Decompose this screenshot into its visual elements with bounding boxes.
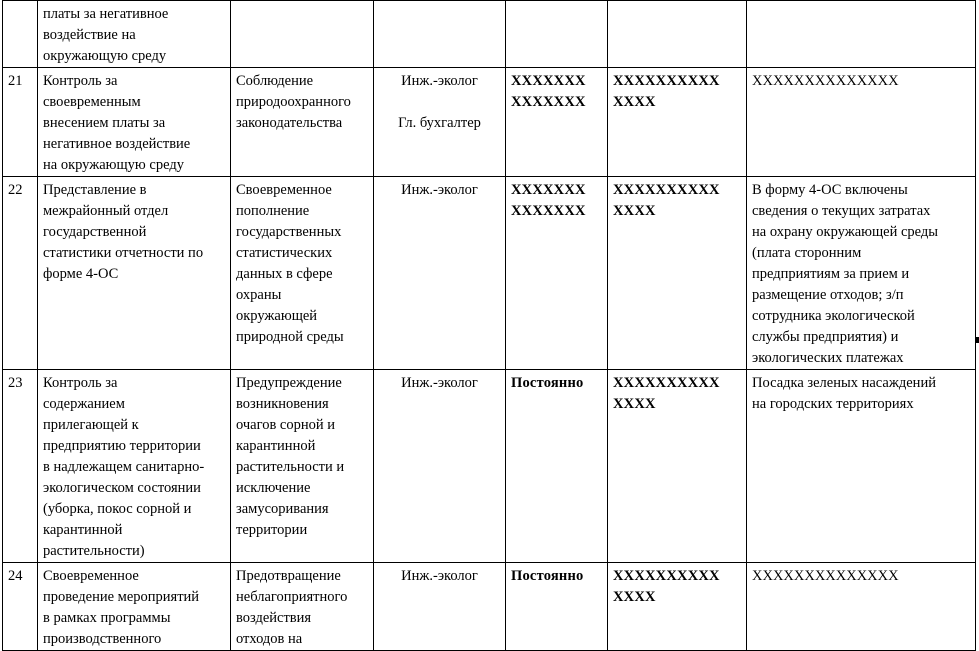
goal-line: охраны	[236, 287, 282, 303]
responsible-cell	[374, 370, 506, 563]
action-line: Представление в	[43, 182, 147, 198]
goal-line: окружающей	[236, 308, 318, 324]
responsible-line: Инж.-эколог	[401, 375, 478, 391]
goal-cell	[231, 177, 374, 370]
result-line: службы предприятия) и	[752, 329, 899, 345]
result-cell	[747, 1, 976, 68]
goal-line: растительности и	[236, 459, 345, 475]
result-line: (плата сторонним	[752, 245, 862, 261]
goal-line: карантинной	[236, 438, 316, 454]
row-number-cell	[3, 563, 38, 651]
cost-cell	[608, 370, 747, 563]
row-number-cell	[3, 177, 38, 370]
action-line: статистики отчетности по	[43, 245, 204, 261]
row-number	[8, 4, 32, 25]
result-line: экологических платежах	[752, 350, 904, 366]
row-number: 22	[8, 182, 23, 198]
responsible-cell	[374, 1, 506, 68]
row-number-cell	[3, 68, 38, 177]
goal-line: пополнение	[236, 203, 310, 219]
action-line: негативное воздействие	[43, 136, 191, 152]
action-cell	[38, 370, 231, 563]
action-line: государственной	[43, 224, 147, 240]
cost-line: XXXXXXXXXX	[613, 568, 720, 584]
result-cell	[747, 177, 976, 370]
action-line: содержанием	[43, 396, 125, 412]
action-line: Контроль за	[43, 73, 118, 89]
table-row	[3, 563, 976, 651]
goal-cell	[231, 68, 374, 177]
cost-line: XXXX	[613, 589, 656, 605]
goal-line: законодательства	[236, 115, 343, 131]
action-line: экологическом состоянии	[43, 480, 201, 496]
responsible-line: Инж.-эколог	[401, 73, 478, 89]
action-cell	[38, 563, 231, 651]
action-line: (уборка, покос сорной и	[43, 501, 192, 517]
goal-line: статистических	[236, 245, 333, 261]
result-line: предприятиям за прием и	[752, 266, 910, 282]
cost-cell	[608, 563, 747, 651]
action-line: производственного	[43, 631, 162, 647]
deadline-line: XXXXXXX	[511, 94, 586, 110]
result-line: размещение отходов; з/п	[752, 287, 904, 303]
deadline-line: XXXXXXX	[511, 203, 586, 219]
cost-cell	[608, 177, 747, 370]
goal-line: отходов на	[236, 631, 303, 647]
table-row	[3, 177, 976, 370]
action-line: форме 4-ОС	[43, 266, 119, 282]
action-line: в надлежащем санитарно-	[43, 459, 205, 475]
cost-line: XXXXXXXXXX	[613, 73, 720, 89]
deadline-cell	[506, 563, 608, 651]
deadline-line: Постоянно	[511, 568, 584, 584]
result-line: на охрану окружающей среды	[752, 224, 939, 240]
responsible-line: Инж.-эколог	[401, 568, 478, 584]
goal-line: Предотвращение	[236, 568, 341, 584]
cost-line: XXXXXXXXXX	[613, 375, 720, 391]
measures-table-body	[3, 1, 976, 651]
table-row	[3, 68, 976, 177]
action-line: карантинной	[43, 522, 123, 538]
row-number: 24	[8, 568, 23, 584]
responsible-line: Инж.-эколог	[401, 182, 478, 198]
action-line: в рамках программы	[43, 610, 171, 626]
responsible-cell	[374, 177, 506, 370]
goal-line: территории	[236, 522, 308, 538]
action-cell	[38, 1, 231, 68]
deadline-cell	[506, 68, 608, 177]
result-line: сотрудника экологической	[752, 308, 915, 324]
result-line: сведения о текущих затратах	[752, 203, 931, 219]
action-line: прилегающей к	[43, 417, 139, 433]
goal-line: замусоривания	[236, 501, 329, 517]
cost-line: XXXX	[613, 203, 656, 219]
cost-line: XXXX	[613, 396, 656, 412]
goal-cell	[231, 1, 374, 68]
cost-cell	[608, 68, 747, 177]
deadline-line: Постоянно	[511, 375, 584, 391]
goal-line: воздействия	[236, 610, 312, 626]
result-cell	[747, 370, 976, 563]
row-number-cell	[3, 1, 38, 68]
action-line: платы за негативное	[43, 6, 169, 22]
responsible-cell	[374, 68, 506, 177]
responsible-line: Гл. бухгалтер	[398, 115, 481, 131]
result-line: В форму 4-ОС включены	[752, 182, 908, 198]
cost-line: XXXXXXXXXX	[613, 182, 720, 198]
goal-line: Соблюдение	[236, 73, 314, 89]
deadline-cell	[506, 1, 608, 68]
deadline-line: XXXXXXX	[511, 73, 586, 89]
measures-table	[2, 0, 976, 651]
action-line: Своевременное	[43, 568, 139, 584]
action-line: растительности)	[43, 543, 145, 559]
action-cell	[38, 68, 231, 177]
cost-cell	[608, 1, 747, 68]
action-line: на окружающую среду	[43, 157, 184, 173]
action-cell	[38, 177, 231, 370]
action-line: предприятию территории	[43, 438, 201, 454]
action-line: своевременным	[43, 94, 141, 110]
goal-line: очагов сорной и	[236, 417, 336, 433]
deadline-line: XXXXXXX	[511, 182, 586, 198]
goal-line: государственных	[236, 224, 342, 240]
action-line: внесением платы за	[43, 115, 166, 131]
goal-line: исключение	[236, 480, 311, 496]
responsible-line	[379, 92, 500, 113]
action-line: окружающую среду	[43, 48, 167, 64]
row-number: 21	[8, 73, 23, 89]
goal-line: возникновения	[236, 396, 329, 412]
result-line: XXXXXXXXXXXXXX	[752, 568, 899, 584]
deadline-cell	[506, 370, 608, 563]
goal-line: Предупреждение	[236, 375, 342, 391]
table-row	[3, 1, 976, 68]
result-cell	[747, 68, 976, 177]
result-line: на городских территориях	[752, 396, 914, 412]
action-line: Контроль за	[43, 375, 118, 391]
goal-line: данных в сфере	[236, 266, 333, 282]
goal-cell	[231, 370, 374, 563]
row-number: 23	[8, 375, 23, 391]
goal-line: природной среды	[236, 329, 344, 345]
goal-line: Своевременное	[236, 182, 332, 198]
goal-cell	[231, 563, 374, 651]
deadline-cell	[506, 177, 608, 370]
action-line: воздействие на	[43, 27, 136, 43]
result-line: Посадка зеленых насаждений	[752, 375, 936, 391]
result-line: XXXXXXXXXXXXXX	[752, 73, 899, 89]
table-row	[3, 370, 976, 563]
goal-line: неблагоприятного	[236, 589, 348, 605]
result-cell	[747, 563, 976, 651]
action-line: проведение мероприятий	[43, 589, 200, 605]
cost-line: XXXX	[613, 94, 656, 110]
action-line: межрайонный отдел	[43, 203, 169, 219]
goal-line: природоохранного	[236, 94, 351, 110]
row-number-cell	[3, 370, 38, 563]
responsible-cell	[374, 563, 506, 651]
